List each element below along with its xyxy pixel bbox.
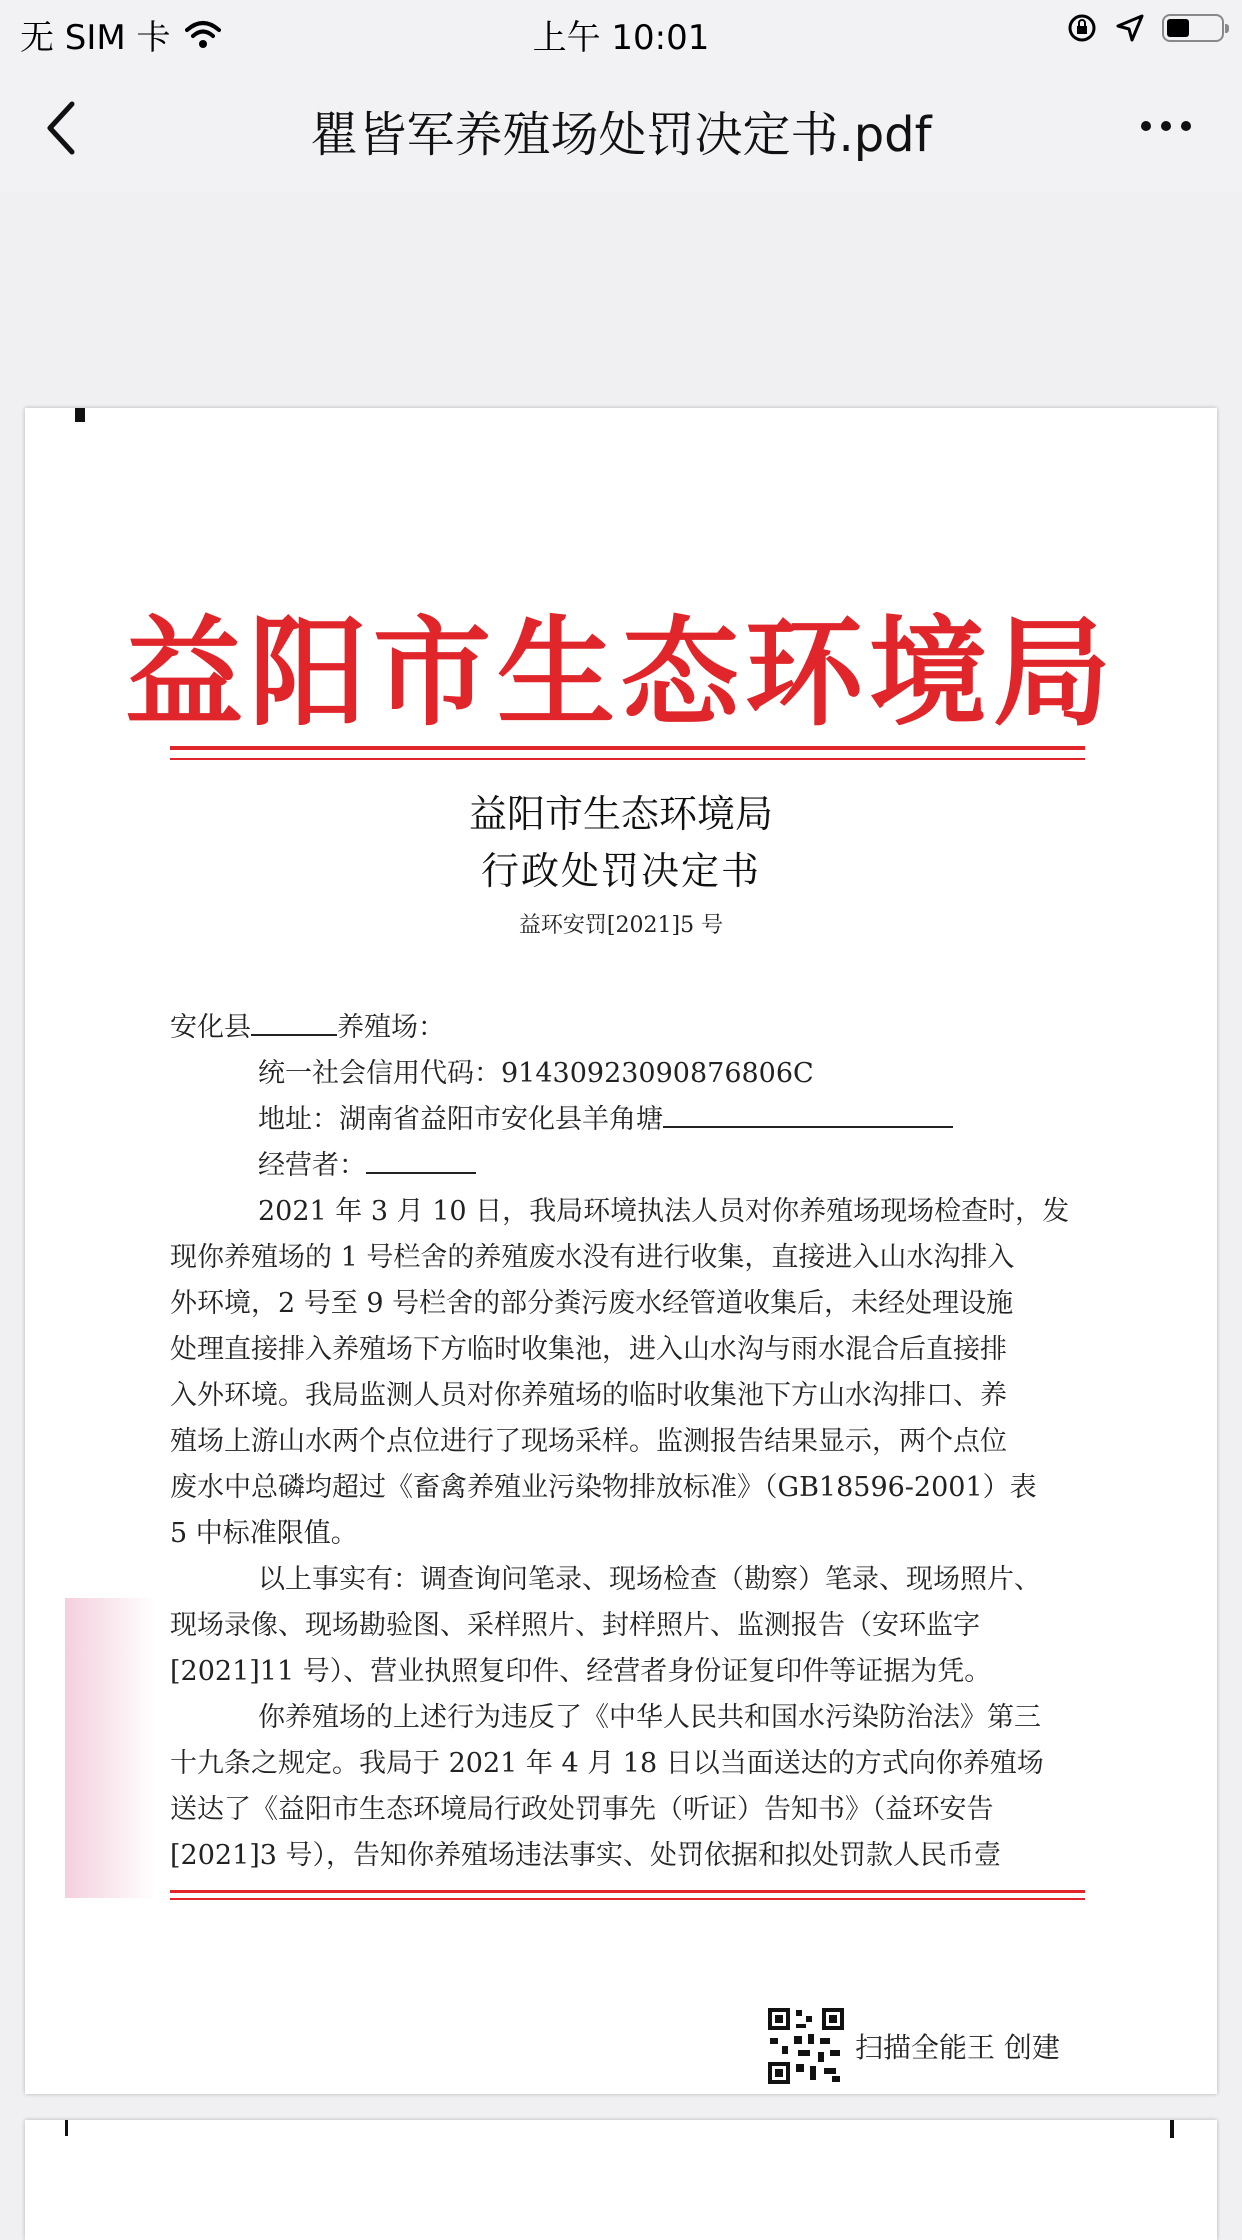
scanner-watermark: 扫描全能王 创建: [855, 2031, 1060, 2064]
scan-smudge: [65, 1598, 155, 1898]
status-time: 上午 10:01: [532, 18, 710, 58]
redacted-blank: [663, 1104, 953, 1128]
red-letterhead: 益阳市生态环境局: [124, 603, 1117, 742]
scan-corner-mark: [65, 2120, 68, 2136]
paragraph-line: 入外环境。我局监测人员对你养殖场的临时收集池下方山水沟排口、养: [170, 1380, 1007, 1411]
paragraph-line: 2021 年 3 月 10 日，我局环境执法人员对你养殖场现场检查时，发: [258, 1196, 1070, 1227]
location-icon: [1116, 14, 1144, 42]
qr-code-icon: [768, 2008, 844, 2084]
status-right: [1066, 12, 1224, 44]
navigation-bar: [0, 62, 1242, 192]
pdf-page-1: [25, 408, 1217, 2094]
paragraph-line: 以上事实有：调查询问笔录、现场检查（勘察）笔录、现场照片、: [258, 1564, 1041, 1595]
paragraph-line: 你养殖场的上述行为违反了《中华人民共和国水污染防治法》第三: [258, 1702, 1041, 1733]
letterhead-rule: [170, 746, 1085, 750]
operator-line: 经营者：: [258, 1146, 476, 1186]
carrier-label: 无 SIM 卡: [20, 18, 171, 58]
paragraph-line: [2021]3 号），告知你养殖场违法事实、处罚依据和拟处罚款人民币壹: [170, 1840, 1002, 1871]
footer-rule-thin: [170, 1898, 1085, 1900]
redacted-blank: [251, 1012, 337, 1036]
battery-icon: [1162, 14, 1224, 42]
footer-rule: [170, 1890, 1085, 1893]
doc-title-line-2: 行政处罚决定书: [480, 849, 761, 893]
paragraph-line: 5 中标准限值。: [170, 1518, 358, 1549]
doc-title-line-1: 益阳市生态环境局: [468, 792, 773, 836]
paragraph-line: [2021]11 号）、营业执照复印件、经营者身份证复印件等证据为凭。: [170, 1656, 992, 1687]
paragraph-line: 现场录像、现场勘验图、采样照片、封样照片、监测报告（安环监字: [170, 1610, 980, 1641]
paragraph-line: 送达了《益阳市生态环境局行政处罚事先（听证）告知书》（益环安告: [170, 1794, 994, 1825]
paragraph-line: 十九条之规定。我局于 2021 年 4 月 18 日以当面送达的方式向你养殖场: [170, 1748, 1044, 1779]
status-bar: [0, 0, 1242, 62]
rotation-lock-icon: [1066, 12, 1098, 44]
chevron-left-icon: [42, 98, 82, 158]
scan-corner-mark: [75, 408, 85, 422]
doc-number: 益环安罚[2021]5 号: [518, 913, 724, 938]
document-title: 瞿皆军养殖场处罚决定书.pdf: [310, 107, 932, 163]
more-options-button[interactable]: [1112, 98, 1212, 154]
more-icon: [1112, 98, 1212, 154]
paragraph-line: 废水中总磷均超过《畜禽养殖业污染物排放标准》（GB18596-2001）表: [170, 1472, 1037, 1503]
redacted-blank: [366, 1150, 476, 1174]
address-line: 地址：湖南省益阳市安化县羊角塘: [258, 1100, 953, 1140]
scan-corner-mark: [1170, 2120, 1174, 2138]
credit-code-line: 统一社会信用代码：91430923090876806C: [258, 1058, 814, 1089]
pdf-page-2: [25, 2120, 1217, 2240]
paragraph-line: 现你养殖场的 1 号栏舍的养殖废水没有进行收集，直接进入山水沟排入: [170, 1242, 1015, 1273]
recipient-line: 安化县 养殖场：: [170, 1012, 445, 1043]
paragraph-line: 外环境，2 号至 9 号栏舍的部分粪污废水经管道收集后，未经处理设施: [170, 1288, 1014, 1319]
paragraph-line: 殖场上游山水两个点位进行了现场采样。监测报告结果显示，两个点位: [170, 1426, 1007, 1457]
paragraph-line: 处理直接排入养殖场下方临时收集池，进入山水沟与雨水混合后直接排: [170, 1334, 1007, 1365]
letterhead-rule-thin: [170, 758, 1085, 760]
back-button[interactable]: [42, 98, 92, 158]
